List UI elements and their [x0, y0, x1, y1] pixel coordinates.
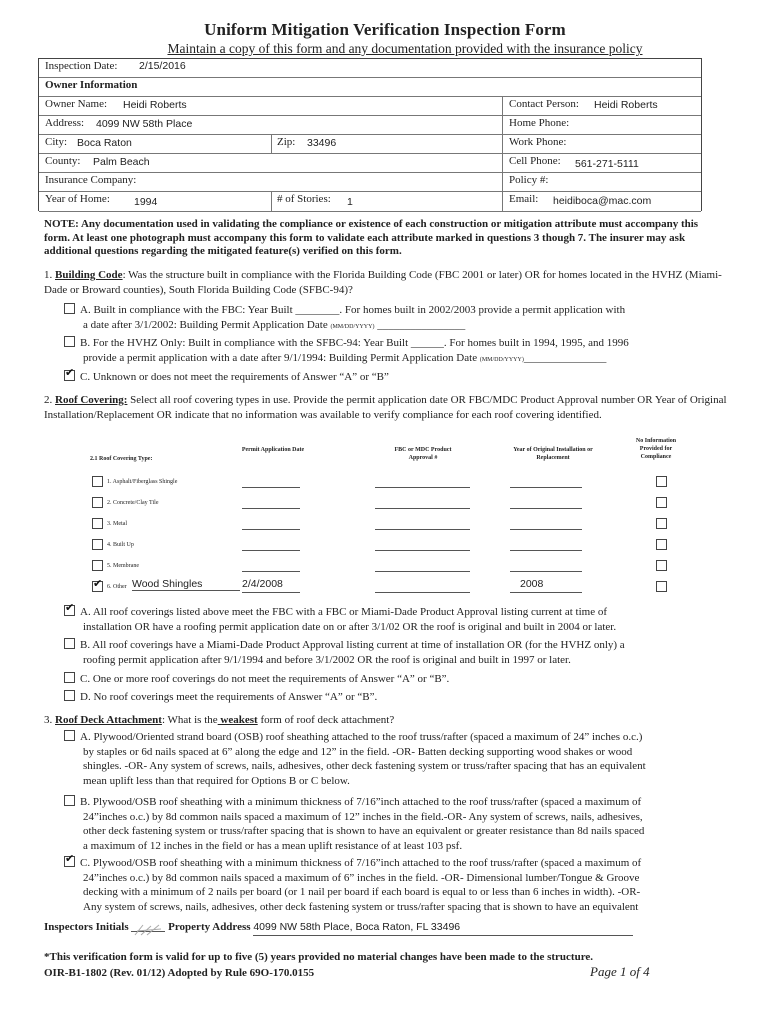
fbc-approval-field[interactable] — [375, 515, 470, 530]
initials-field[interactable] — [131, 931, 165, 932]
fbc-approval-field[interactable] — [375, 557, 470, 572]
q3-a-line2: by staples or 6d nails spaced at 6” along the edge and 12” in the field. -OR- Batten decking supporting wood shakes or wood — [83, 745, 633, 758]
install-year-field[interactable] — [510, 536, 582, 551]
install-year-field[interactable] — [510, 557, 582, 572]
q3-c-checkbox[interactable] — [64, 856, 75, 867]
roof-type-checkbox[interactable] — [92, 497, 103, 508]
contact-person-field[interactable]: Heidi Roberts — [594, 99, 658, 111]
email-label: Email: — [509, 193, 539, 205]
q3-question-post: form of roof deck attachment? — [257, 714, 395, 726]
roof-type-checkbox[interactable] — [92, 518, 103, 529]
city-row — [39, 135, 701, 154]
permit-date-field[interactable] — [242, 515, 300, 530]
roof-covering-row — [0, 517, 770, 533]
roof-type-label: 4. Built Up — [107, 542, 134, 548]
email-field[interactable]: heidiboca@mac.com — [553, 195, 652, 207]
insurance-company-label: Insurance Company: — [45, 174, 137, 186]
q3-c-line4: Any system of screws, nails, adhesives, other deck fastening system or truss/rafter spacing that is shown to have an equivalent — [83, 900, 639, 913]
property-address-label: Property Address — [168, 921, 251, 933]
q3-a-line1: A. Plywood/Oriented strand board (OSB) roof sheathing attached to the roof truss/rafter (spaced a maximum of 24” inches o.c.) — [80, 731, 643, 743]
roof-type-checkbox[interactable] — [92, 539, 103, 550]
q1-c-text: C. Unknown or does not meet the requirements of Answer “A” or “B” — [80, 371, 389, 383]
inspection-date-field[interactable]: 2/15/2016 — [139, 60, 186, 72]
q3-a-checkbox[interactable] — [64, 730, 75, 741]
q2-a-line1: A. All roof coverings listed above meet the FBC with a FBC or Miami-Dade Product Approval listing current at time of — [80, 606, 607, 618]
install-year-field[interactable] — [510, 473, 582, 488]
divider-right — [502, 97, 503, 211]
roof-covering-row — [0, 475, 770, 491]
no-info-checkbox[interactable] — [656, 476, 667, 487]
q2-d-text: D. No roof coverings meet the requirements of Answer “A” or “B”. — [80, 691, 378, 703]
owner-name-row — [39, 97, 701, 116]
permit-date-field[interactable] — [242, 536, 300, 551]
home-phone-label: Home Phone: — [509, 117, 570, 129]
address-row — [39, 116, 701, 135]
q2-b-line1: B. All roof coverings have a Miami-Dade Product Approval listing current at time of installation OR (for the HVHZ only) a — [80, 639, 625, 651]
fbc-approval-field[interactable] — [375, 494, 470, 509]
fbc-approval-field[interactable] — [375, 473, 470, 488]
roof-type-checkbox[interactable] — [92, 560, 103, 571]
q1-b-date-hint: (MM/DD/YYYY) — [479, 356, 524, 363]
address-field[interactable]: 4099 NW 58th Place — [96, 118, 193, 130]
q3-c-line3: decking with a minimum of 2 nails per board (or 1 nail per board if each board is equal to or less than 6 inches in width). -OR- — [83, 886, 641, 898]
col-roof-type: 2.1 Roof Covering Type: — [90, 456, 153, 462]
divider-zip — [271, 135, 272, 154]
permit-date-field[interactable] — [242, 557, 300, 572]
contact-person-label: Contact Person: — [509, 98, 579, 110]
permit-date-field[interactable] — [242, 494, 300, 509]
owner-name-label: Owner Name: — [45, 98, 108, 110]
roof-type-checkbox[interactable] — [92, 476, 103, 487]
q3-b-checkbox[interactable] — [64, 795, 75, 806]
col-year-install: Year of Original Installation or Replacement — [513, 447, 593, 461]
q3-heading: Roof Deck Attachment — [55, 714, 162, 726]
q1-a-line1: A. Built in compliance with the FBC: Year Built ________. For homes built in 2002/2003 provide a permit application with — [80, 304, 626, 316]
roof-covering-row — [0, 538, 770, 554]
note-paragraph: NOTE: Any documentation used in validating the compliance or existence of each construction or mitigation attribute must accompany this form. At least one photograph must accompany this form to validate each attribute marked in questions 3 though 7. The insurer may ask additional questions regarding the mitigated feature(s) verified on this form. — [44, 218, 699, 257]
county-row — [39, 154, 701, 173]
year-of-home-field[interactable]: 1994 — [134, 196, 158, 208]
q3-question-pre: : What is the — [161, 714, 218, 726]
q3-a-line4: mean uplift less than that required for Options B or C below. — [83, 774, 350, 787]
q2-b-line2: roofing permit application after 9/1/1994 and before 3/1/2002 OR the roof is original and built in 1997 or later. — [83, 653, 571, 666]
q2-c-checkbox[interactable] — [64, 672, 75, 683]
roof-type-label: 5. Membrane — [107, 563, 139, 569]
form-subtitle: Maintain a copy of this form and any documentation provided with the insurance policy — [167, 41, 643, 56]
inspectors-initials-label: Inspectors Initials — [44, 921, 129, 933]
q2-b-checkbox[interactable] — [64, 638, 75, 649]
owner-name-field[interactable]: Heidi Roberts — [123, 99, 187, 111]
inspection-date-row — [39, 59, 701, 78]
col-fbc-approval: FBC or MDC Product Approval # — [394, 447, 452, 461]
q3-option-c[interactable] — [64, 856, 740, 914]
fbc-approval-field[interactable] — [375, 578, 470, 593]
q1-question: : Was the structure built in compliance with the Florida Building Code (FBC 2001 or later) OR for homes located in the HVHZ (Miami-Dade or Broward counties), South Florida Building Code (SFBC-94)? — [44, 269, 722, 296]
page-number: Page 1 of 4 — [590, 964, 650, 979]
q3-option-b[interactable] — [64, 795, 740, 853]
validity-note: *This verification form is valid for up to five (5) years provided no material changes have been made to the structure. — [44, 951, 594, 963]
roof-type-label: 3. Metal — [107, 521, 127, 527]
q3-text — [44, 713, 734, 728]
q3-c-line1: C. Plywood/OSB roof sheathing with a minimum thickness of 7/16”inch attached to the roof truss/rafter (spaced a maximum of — [80, 857, 642, 869]
no-info-checkbox[interactable] — [656, 497, 667, 508]
owner-info-heading-row — [39, 78, 701, 97]
roof-type-label: 1. Asphalt/Fiberglass Shingle — [107, 479, 178, 485]
cell-phone-field[interactable]: 561-271-5111 — [575, 158, 639, 170]
roof-type-label: 2. Concrete/Clay Tile — [107, 500, 159, 506]
q2-option-b[interactable] — [64, 638, 734, 667]
roof-covering-row — [0, 559, 770, 575]
q1-b-checkbox[interactable] — [64, 336, 75, 347]
q3-option-a[interactable] — [64, 730, 740, 788]
q1-a-date-hint: (MM/DD/YYYY) — [330, 323, 375, 330]
q3-number: 3. — [44, 714, 53, 726]
property-address-field[interactable]: 4099 NW 58th Place, Boca Raton, FL 33496 — [253, 920, 633, 936]
inspectors-initials — [44, 920, 633, 936]
roof-type-checkbox[interactable] — [92, 581, 103, 592]
q1-option-c[interactable] — [64, 370, 389, 385]
q2-option-c[interactable] — [64, 672, 449, 687]
q1-text — [44, 268, 734, 297]
q1-a-checkbox[interactable] — [64, 303, 75, 314]
q1-c-checkbox[interactable] — [64, 370, 75, 381]
q3-b-line1: B. Plywood/OSB roof sheathing with a minimum thickness of 7/16”inch attached to the roof truss/rafter (spaced a maximum of — [80, 796, 642, 808]
q2-c-text: C. One or more roof coverings do not meet the requirements of Answer “A” or “B”. — [80, 673, 450, 685]
col-permit-date: Permit Application Date — [241, 447, 305, 453]
county-label: County: — [45, 155, 81, 167]
policy-label: Policy #: — [509, 174, 549, 186]
fbc-approval-field[interactable] — [375, 536, 470, 551]
q1-a-line2: a date after 3/1/2002: Building Permit Application Date — [83, 318, 328, 331]
no-info-checkbox[interactable] — [656, 581, 667, 592]
permit-date-field[interactable]: 2/4/2008 — [242, 578, 300, 593]
q2-d-checkbox[interactable] — [64, 690, 75, 701]
owner-info-heading: Owner Information — [45, 79, 138, 91]
cell-phone-label: Cell Phone: — [509, 155, 561, 167]
q1-b-line1: B. For the HVHZ Only: Built in compliance with the SFBC-94: Year Built ______. For homes built in 1994, 1995, and 1996 — [80, 337, 629, 349]
q2-text — [44, 393, 734, 422]
zip-field[interactable]: 33496 — [307, 137, 337, 149]
roof-covering-row — [0, 496, 770, 512]
no-info-checkbox[interactable] — [656, 560, 667, 571]
initials-signature — [133, 923, 163, 937]
q3-a-line3: shingles. -OR- Any system of screws, nails, adhesives, other deck fastening system or truss/rafter spacing that has an equivalent — [83, 760, 646, 772]
owner-info-box — [38, 58, 702, 211]
work-phone-label: Work Phone: — [509, 136, 567, 148]
q1-number: 1. — [44, 269, 53, 281]
stories-label: # of Stories: — [277, 193, 331, 205]
q1-b-line2: provide a permit application with a date after 9/1/1994: Building Permit Application Date — [83, 351, 478, 364]
divider-stories — [271, 192, 272, 211]
q1-heading: Building Code — [55, 269, 123, 281]
roof-covering-row — [0, 580, 770, 596]
q3-weakest: weakest — [217, 714, 258, 726]
city-label: City: — [45, 136, 68, 148]
roof-type-label: 6. Other — [107, 584, 127, 590]
q2-option-d[interactable] — [64, 690, 377, 705]
county-field[interactable]: Palm Beach — [93, 156, 150, 168]
q2-question: Select all roof covering types in use. Provide the permit application date OR FBC/MDC Product Approval number OR Year of Original Installation/Replacement OR indicate that no information was available to verify compliance for each roof covering identified. — [44, 394, 727, 421]
no-info-checkbox[interactable] — [656, 518, 667, 529]
install-year-field[interactable] — [510, 515, 582, 530]
no-info-checkbox[interactable] — [656, 539, 667, 550]
roof-other-field[interactable]: Wood Shingles — [132, 578, 240, 591]
form-id: OIR-B1-1802 (Rev. 01/12) Adopted by Rule 69O-170.0155 — [44, 967, 315, 979]
permit-date-field[interactable] — [242, 473, 300, 488]
inspection-date-label: Inspection Date: — [45, 60, 118, 72]
insurance-row — [39, 173, 701, 192]
zip-label: Zip: — [277, 136, 296, 148]
q2-heading: Roof Covering: — [55, 394, 128, 406]
stories-field[interactable]: 1 — [347, 196, 353, 208]
install-year-field[interactable] — [510, 494, 582, 509]
form-title: Uniform Mitigation Verification Inspection Form — [204, 20, 566, 39]
address-label: Address: — [45, 117, 85, 129]
q3-b-line2: 24”inches o.c.) by 8d common nails spaced a maximum of 12” inches in the field.-OR- Any system of screws, nails, adhesives, — [83, 810, 643, 823]
q3-c-line2: 24”inches o.c.) by 8d common nails spaced a maximum of 6” inches in the field. -OR- Dimensional lumber/Tongue & Groove — [83, 871, 640, 884]
q1-option-b[interactable]: B. For the HVHZ Only: Built in compliance with the SFBC-94: Year Built ______. For homes built in 1994, 1995, and 1996 provide a permit application with a date after 9/1/1994: Building Permit Application Date (MM/DD/YYYY)_______________ — [64, 336, 734, 367]
q2-number: 2. — [44, 394, 53, 406]
q2-option-a[interactable] — [64, 605, 734, 634]
year-of-home-label: Year of Home: — [45, 193, 110, 205]
col-no-info: No Information Provided for Compliance — [635, 438, 677, 460]
install-year-field[interactable]: 2008 — [510, 578, 582, 593]
q1-option-a[interactable]: A. Built in compliance with the FBC: Year Built ________. For homes built in 2002/2003 provide a permit application with a date after 3/1/2002: Building Permit Application Date (MM/DD/YYYY) ________________ — [64, 303, 734, 334]
year-row — [39, 192, 701, 212]
q2-a-checkbox[interactable] — [64, 605, 75, 616]
q3-b-line3: other deck fastening system or truss/rafter spacing that is shown to have an equivalent or greater resistance than 8d nails spaced — [83, 825, 645, 837]
city-field[interactable]: Boca Raton — [77, 137, 132, 149]
q2-a-line2: installation OR have a roofing permit application date on or after 3/1/02 OR the roof is original and built in 2004 or later. — [83, 620, 617, 633]
q3-b-line4: a maximum of 12 inches in the field or has a mean uplift resistance of at least 103 psf. — [83, 839, 463, 852]
